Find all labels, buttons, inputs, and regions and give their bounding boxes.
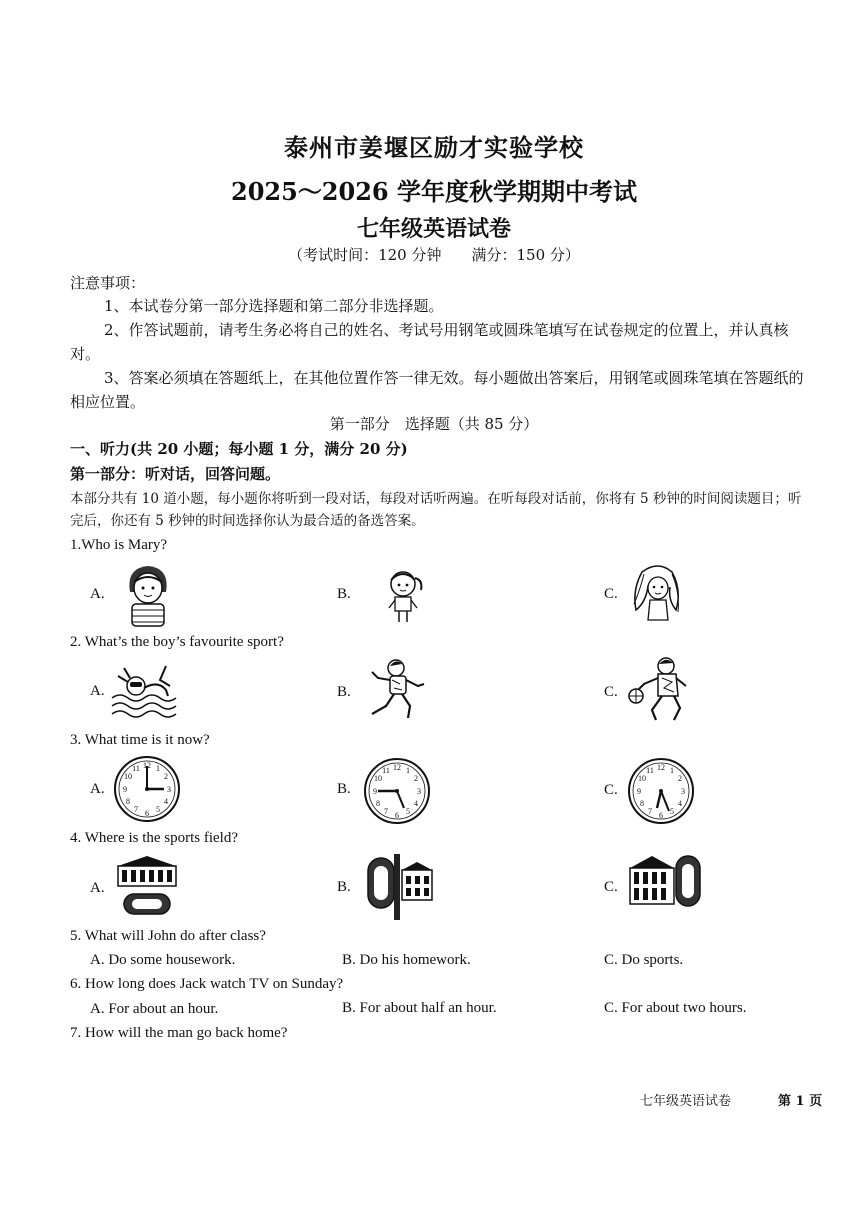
svg-text:11: 11 bbox=[382, 766, 390, 775]
svg-text:11: 11 bbox=[132, 764, 140, 773]
running-icon bbox=[366, 656, 428, 722]
svg-text:3: 3 bbox=[681, 787, 685, 796]
question-5: 5. What will John do after class? bbox=[70, 928, 266, 944]
svg-text:1: 1 bbox=[670, 766, 674, 775]
svg-text:12: 12 bbox=[657, 763, 665, 772]
school-building-icon bbox=[628, 852, 702, 910]
svg-text:2: 2 bbox=[414, 774, 418, 783]
part1-heading: 第一部分 选择题（共 85 分） bbox=[329, 415, 539, 433]
q3-option-a: A. bbox=[90, 781, 105, 797]
notice-item-3: 3、答案必须填在答题纸上，在其他位置作答一律无效。每小题做出答案后，用钢笔或圆珠笔填在答题纸的相应位置。 bbox=[70, 369, 804, 411]
svg-text:5: 5 bbox=[156, 805, 160, 814]
footer-label: 七年级英语试卷 bbox=[640, 1094, 732, 1109]
question-3: 3. What time is it now? bbox=[70, 732, 210, 748]
svg-text:4: 4 bbox=[414, 799, 418, 808]
q5-option-a: A. Do some housework. bbox=[90, 952, 236, 968]
notice-item-1: 1、本试卷分第一部分选择题和第二部分非选择题。 bbox=[104, 297, 444, 315]
notice-heading: 注意事项： bbox=[70, 274, 146, 292]
svg-text:9: 9 bbox=[123, 785, 127, 794]
q6-option-b: B. For about half an hour. bbox=[342, 1000, 497, 1016]
svg-text:5: 5 bbox=[670, 807, 674, 816]
svg-text:10: 10 bbox=[638, 774, 646, 783]
svg-text:6: 6 bbox=[145, 809, 149, 818]
school-building-icon bbox=[112, 852, 182, 920]
notice-item-2: 2、作答试题前，请考生务必将自己的姓名、考试号用钢笔或圆珠笔填写在试卷规定的位置上，并认真核对。 bbox=[70, 321, 789, 363]
q4-option-a: A. bbox=[90, 880, 105, 896]
subsection-dialogues: 第一部分：听对话，回答问题。 bbox=[70, 465, 281, 483]
svg-text:6: 6 bbox=[395, 811, 399, 820]
q6-option-a: A. For about an hour. bbox=[90, 1001, 219, 1017]
q3-option-b: B. bbox=[337, 781, 351, 797]
q5-option-c: C. Do sports. bbox=[604, 952, 684, 968]
exam-title: 2025～2026 学年度秋学期期中考试 bbox=[231, 177, 637, 206]
svg-text:7: 7 bbox=[384, 807, 388, 816]
svg-text:2: 2 bbox=[164, 772, 168, 781]
q1-option-c: C. bbox=[604, 586, 618, 602]
svg-text:11: 11 bbox=[646, 766, 654, 775]
q2-option-a: A. bbox=[90, 683, 105, 699]
page-number: 第 1 页 bbox=[778, 1094, 823, 1109]
svg-text:1: 1 bbox=[406, 766, 410, 775]
q2-option-b: B. bbox=[337, 684, 351, 700]
q2-option-c: C. bbox=[604, 684, 618, 700]
svg-text:9: 9 bbox=[373, 787, 377, 796]
girl-pigtails-icon bbox=[381, 566, 425, 624]
svg-text:4: 4 bbox=[164, 797, 168, 806]
q6-option-c: C. For about two hours. bbox=[604, 1000, 747, 1016]
clock-icon bbox=[626, 756, 696, 826]
q4-option-b: B. bbox=[337, 879, 351, 895]
subject-title: 七年级英语试卷 bbox=[356, 216, 511, 242]
school-name: 泰州市姜堰区励才实验学校 bbox=[284, 133, 584, 162]
clock-icon bbox=[362, 756, 432, 826]
svg-text:1: 1 bbox=[156, 764, 160, 773]
question-7: 7. How will the man go back home? bbox=[70, 1025, 288, 1041]
svg-text:7: 7 bbox=[134, 805, 138, 814]
svg-text:8: 8 bbox=[376, 799, 380, 808]
svg-text:10: 10 bbox=[124, 772, 132, 781]
svg-text:6: 6 bbox=[659, 811, 663, 820]
question-1: 1.Who is Mary? bbox=[70, 537, 168, 553]
q5-option-b: B. Do his homework. bbox=[342, 952, 471, 968]
q1-option-b: B. bbox=[337, 586, 351, 602]
q1-option-a: A. bbox=[90, 586, 105, 602]
q3-option-c: C. bbox=[604, 782, 618, 798]
svg-text:5: 5 bbox=[406, 807, 410, 816]
svg-text:12: 12 bbox=[143, 761, 151, 770]
svg-text:3: 3 bbox=[417, 787, 421, 796]
q4-option-c: C. bbox=[604, 879, 618, 895]
svg-text:8: 8 bbox=[640, 799, 644, 808]
svg-text:2: 2 bbox=[678, 774, 682, 783]
girl-short-hair-icon bbox=[122, 562, 174, 628]
question-6: 6. How long does Jack watch TV on Sunday? bbox=[70, 976, 344, 992]
svg-text:9: 9 bbox=[637, 787, 641, 796]
exam-info: （考试时间：120 分钟 满分：150 分） bbox=[288, 246, 580, 264]
clock-icon bbox=[112, 754, 182, 824]
girl-long-hair-icon bbox=[628, 560, 686, 626]
svg-text:12: 12 bbox=[393, 763, 401, 772]
listening-instructions: 本部分共有 10 道小题，每小题你将听到一段对话，每段对话听两遍。在听每段对话前，你将有 5 秒钟的时间阅读题目；听完后，你还有 5 秒钟的时间选择你认为最合适的备选答案。 bbox=[70, 491, 802, 529]
svg-text:8: 8 bbox=[126, 797, 130, 806]
sports-field-icon bbox=[364, 852, 436, 922]
svg-text:7: 7 bbox=[648, 807, 652, 816]
svg-text:10: 10 bbox=[374, 774, 382, 783]
swimming-icon bbox=[110, 658, 182, 720]
question-2: 2. What’s the boy’s favourite sport? bbox=[70, 634, 284, 650]
question-4: 4. Where is the sports field? bbox=[70, 830, 239, 846]
svg-text:4: 4 bbox=[678, 799, 682, 808]
section-listening: 一、听力(共 20 小题；每小题 1 分，满分 20 分) bbox=[70, 440, 408, 458]
basketball-icon bbox=[626, 656, 694, 724]
svg-text:3: 3 bbox=[167, 785, 171, 794]
